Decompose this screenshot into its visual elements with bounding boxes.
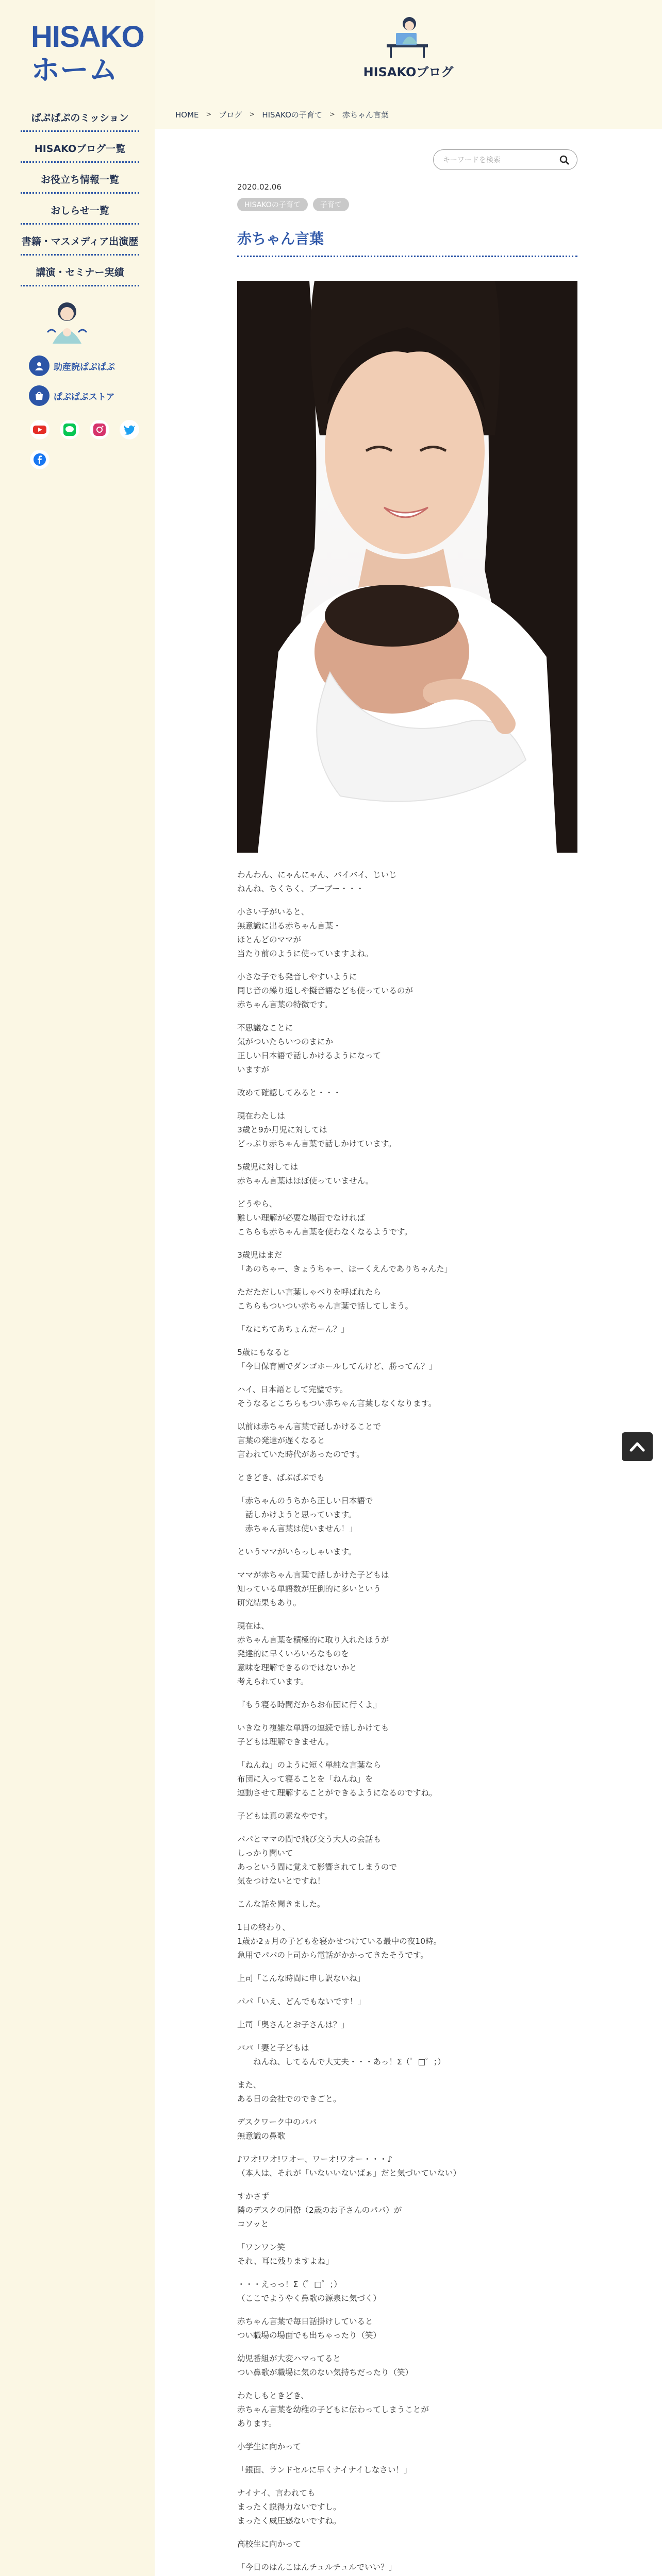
- sidebar-item-useful-info[interactable]: [21, 163, 139, 194]
- body-paragraph: すかさず 隣のデスクの同僚（2歳のお子さんのパパ）が コソッと: [237, 2192, 402, 2229]
- page-title: HISAKOブログ: [363, 65, 454, 79]
- breadcrumb: [175, 109, 389, 120]
- body-paragraph: わんわん、にゃんにゃん、バイバイ、じいじ ねんね、ちくちく、ブーブー・・・: [237, 870, 397, 893]
- body-paragraph: 以前は赤ちゃん言葉で話しかけることで 言葉の発達が遅くなると 言われていた時代があったのです。: [237, 1422, 382, 1459]
- tag-parenting[interactable]: 子育て: [313, 198, 349, 211]
- sidebar-item-label: ぱぷぱぷのミッション: [31, 112, 129, 124]
- body-paragraph: 小さい子がいると、 無意識に出る赤ちゃん言葉・ ほとんどのママが 当たり前のように使っていますよね。: [237, 907, 373, 958]
- sidebar-item-seminars[interactable]: [21, 256, 139, 286]
- body-paragraph: 子どもは真の素なやです。: [237, 1811, 333, 1821]
- sidebar-item-mission[interactable]: [21, 101, 139, 132]
- search-icon[interactable]: [559, 155, 570, 165]
- sidebar-item-news[interactable]: [21, 194, 139, 225]
- sidebar-item-blog-list[interactable]: [21, 132, 139, 163]
- body-paragraph: 「赤ちゃんのうちから正しい日本語で 話しかけようと思っています。 赤ちゃん言葉は使いません！」: [237, 1496, 373, 1533]
- sub-logo-store-label: ぱぷぱぷストア: [54, 392, 115, 402]
- sidebar-item-label: 講演・セミナー実績: [36, 267, 124, 278]
- body-paragraph: 上司「奥さんとお子さんは？」: [237, 2020, 350, 2029]
- sub-logo-clinic-label: 助産院ぱぷぱぷ: [54, 362, 115, 372]
- body-paragraph: ・・・えっっ！Σ（゜□゜；） （ここでようやく鼻歌の源泉に気づく）: [237, 2280, 382, 2303]
- line-icon[interactable]: [60, 420, 79, 439]
- sidebar-item-media[interactable]: [21, 225, 139, 256]
- social-links: [30, 420, 143, 469]
- post-title: 赤ちゃん言葉: [237, 228, 577, 257]
- chevron-right-icon: >: [249, 111, 255, 118]
- body-paragraph: 「なにちてあちょんだーん？」: [237, 1325, 349, 1334]
- body-paragraph: 「銀面、ランドセルに早くナイナイしなさい！」: [237, 2465, 412, 2475]
- breadcrumb-category[interactable]: HISAKOの子育て: [262, 110, 322, 120]
- body-paragraph: 現在は、 赤ちゃん言葉を積極的に取り入れたほうが 発達的に早くいろいろなものを 意味を理解できるのではないかと 考えられています。: [237, 1621, 389, 1686]
- post-date: 2020.02.06: [237, 182, 282, 192]
- sidebar: [0, 0, 155, 2576]
- sidebar-item-label: おしらせ一覧: [51, 205, 109, 216]
- chevron-right-icon: >: [329, 111, 335, 118]
- body-paragraph: ママが赤ちゃん言葉で話しかけた子どもは 知っている単語数が圧倒的に多いという 研究結果もあり。: [237, 1570, 389, 1607]
- sidebar-item-label: 書籍・マスメディア出演歴: [21, 236, 139, 247]
- sidebar-item-label: HISAKOブログ一覧: [34, 143, 126, 155]
- writing-illustration: [382, 13, 433, 60]
- tag-hisako-parenting[interactable]: HISAKOの子育て: [237, 198, 308, 211]
- photo-illustration: [237, 281, 577, 853]
- body-paragraph: 3歳児はまだ 「あのちゃー、きょうちゃー、ほーくえんでありちゃんた」: [237, 1250, 453, 1274]
- body-paragraph: ナイナイ、言われても まったく説得力ないですし。 まったく威圧感ないですね。: [237, 2488, 341, 2526]
- body-paragraph: ときどき、ばぶばぶでも: [237, 1473, 325, 1482]
- body-paragraph: パパとママの間で飛び交う大人の会話も しっかり聞いて あっという間に覚えて影響されてしまうので 気をつけないとですね！: [237, 1835, 397, 1886]
- character-illustration: [42, 296, 92, 346]
- logo-line2: ホーム: [31, 54, 118, 87]
- store-icon: [29, 385, 49, 406]
- body-paragraph: 5歳児に対しては 赤ちゃん言葉はほぼ使っていません。: [237, 1162, 374, 1185]
- body-paragraph: 「ワンワン笑 それ、耳に残りますよね」: [237, 2243, 334, 2266]
- page-header: [155, 0, 662, 129]
- search-box: [433, 149, 577, 170]
- body-paragraph: 幼児番組が大変ハマってると つい鼻歌が職場に気のない気持ちだったり（笑）: [237, 2354, 413, 2377]
- logo-line1: HISAKO: [31, 20, 144, 54]
- body-paragraph: 「ねんね」のように短く単純な言葉なら 布団に入って寝ることを「ねんね」を 連動させて理解することができるようになるのですね。: [237, 1760, 437, 1798]
- body-paragraph: 小学生に向かって: [237, 2442, 302, 2451]
- body-paragraph: パパ「妻と子どもは ねんね、してるんで大丈夫・・・あっ！Σ（゜□゜；）: [237, 2043, 446, 2066]
- sub-logo-clinic[interactable]: [29, 355, 115, 376]
- facebook-icon[interactable]: [30, 450, 49, 469]
- breadcrumb-current: 赤ちゃん言葉: [342, 110, 389, 120]
- body-paragraph: いきなり複雑な単語の連続で話しかけても 子どもは理解できません。: [237, 1723, 389, 1747]
- body-paragraph: 改めて確認してみると・・・: [237, 1088, 341, 1097]
- body-paragraph: パパ「いえ、どんでもないです！」: [237, 1997, 366, 2006]
- body-paragraph: デスクワーク中のパパ 無意識の鼻歌: [237, 2117, 317, 2141]
- body-paragraph: 『もう寝る時間だからお布団に行くよ』: [237, 1700, 382, 1709]
- breadcrumb-blog[interactable]: ブログ: [219, 110, 242, 120]
- body-paragraph: 上司「こんな時間に申し訳ないね」: [237, 1974, 366, 1983]
- back-to-top-button[interactable]: [622, 1432, 653, 1461]
- youtube-icon[interactable]: [30, 420, 49, 439]
- body-paragraph: ただただしい言葉しゃべりを呼ばれたら こちらもついつい赤ちゃん言葉で話してしまう。: [237, 1287, 413, 1311]
- body-paragraph: わたしもときどき、 赤ちゃん言葉を幼稚の子どもに伝わってしまうことが あります。: [237, 2391, 429, 2428]
- body-paragraph: 1日の終わり、 1歳か2ヵ月の子どもを寝かせつけている最中の夜10時。 急用でパパの上司から電話がかかってきたそうです。: [237, 1923, 441, 1960]
- body-paragraph: ハイ、日本語として完璧です。 そうなるとこちらもつい赤ちゃん言葉しなくなります。: [237, 1385, 437, 1408]
- mother-baby-photo: [237, 281, 577, 853]
- body-paragraph: 5歳にもなると 「今日保育園でダンゴホールしてんけど、勝ってん？」: [237, 1348, 437, 1371]
- body-paragraph: こんな話を聞きました。: [237, 1900, 325, 1909]
- search-input[interactable]: [443, 154, 551, 166]
- body-paragraph: 「今日のはんこはんチュルチュルでいい？」: [237, 2563, 397, 2572]
- post-body: [237, 868, 577, 2576]
- chevron-right-icon: >: [206, 111, 212, 118]
- sidebar-nav: [21, 101, 139, 286]
- clinic-icon: [29, 355, 49, 376]
- chevron-up-icon: [630, 1441, 645, 1452]
- twitter-icon[interactable]: [120, 420, 139, 439]
- body-paragraph: 現在わたしは 3歳と9か月児に対しては どっぷり赤ちゃん言葉で話しかけています。: [237, 1111, 396, 1148]
- site-logo[interactable]: [31, 20, 144, 88]
- body-paragraph: 小さな子でも発音しやすいように 同じ音の繰り返しや擬音語なども使っているのが 赤ちゃん言葉の特徴です。: [237, 972, 413, 1009]
- body-paragraph: 不思議なことに 気がついたらいつのまにか 正しい日本語で話しかけるようになって いますが: [237, 1023, 382, 1074]
- body-paragraph: 赤ちゃん言葉で毎日話掛けしていると つい職場の場面でも出ちゃったり（笑）: [237, 2317, 382, 2340]
- body-paragraph: また、 ある日の会社でのできごと。: [237, 2080, 341, 2104]
- sub-logo-store[interactable]: [29, 385, 115, 406]
- instagram-icon[interactable]: [90, 420, 109, 439]
- body-paragraph: 高校生に向かって: [237, 2539, 302, 2549]
- post-tags: [237, 198, 349, 211]
- sidebar-item-label: お役立ち情報一覧: [40, 174, 119, 185]
- breadcrumb-home[interactable]: HOME: [175, 110, 199, 120]
- body-paragraph: というママがいらっしゃいます。: [237, 1547, 357, 1556]
- body-paragraph: ♪ワオ!ワオ!ワオー、ワーオ!ワオー・・・♪ （本人は、それが「いないいないばぁ」だと気づいていない）: [237, 2155, 461, 2178]
- body-paragraph: どうやら、 難しい理解が必要な場面でなければ こちらも赤ちゃん言葉を使わなくなるようです。: [237, 1199, 412, 1236]
